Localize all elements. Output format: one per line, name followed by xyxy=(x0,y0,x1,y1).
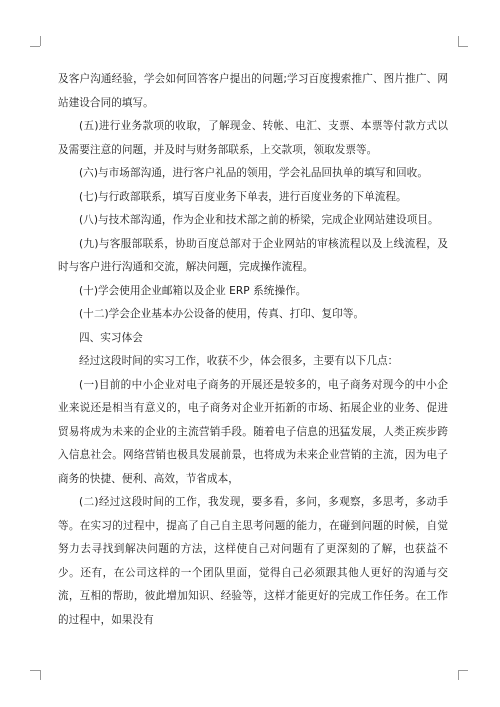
document-body xyxy=(58,68,448,632)
paragraph-6: (十)学会使用企业邮箱以及企业 ERP 系统操作。 xyxy=(79,284,307,297)
section-heading: 四、实习体会 xyxy=(79,331,143,344)
paragraph-4: (八)与技术部沟通，作为企业和技术部之前的桥梁，完成企业网站建设项目。 xyxy=(79,214,439,226)
crop-mark-top-left-v xyxy=(40,36,41,46)
crop-mark-bottom-left-v xyxy=(40,670,41,680)
paragraph-3: (七)与行政部联系，填写百度业务下单表，进行百度业务的下单流程。 xyxy=(79,190,407,203)
crop-mark-top-right-v xyxy=(458,36,459,46)
paragraph-9: 经过这段时间的实习工作，收获不少，体会很多，主要有以下几点： xyxy=(79,355,399,367)
crop-mark-top-left-h xyxy=(30,46,40,47)
paragraph-1: (五)进行业务款项的收取，了解现金、转帐、电汇、支票、本票等付款方式以及需要注意的问题，并及时与财务部联系，上交款项，领取发票等。 xyxy=(58,120,448,156)
crop-mark-bottom-left-h xyxy=(30,670,40,671)
crop-mark-top-right-h xyxy=(458,46,468,47)
crop-mark-bottom-right-h xyxy=(458,670,468,671)
paragraph-0: 及客户沟通经验，学会如何回答客户提出的问题;学习百度搜索推广、图片推广、网站建设合同的填写。 xyxy=(58,73,448,109)
paragraph-2: (六)与市场部沟通，进行客户礼品的领用，学会礼品回执单的填写和回收。 xyxy=(79,167,428,179)
paragraph-11: (二)经过这段时间的工作，我发现，要多看，多问，多观察，多思考，多动手等。在实习的过程中，提高了自己自主思考问题的能力，在碰到问题的时候，自觉努力去寻找到解决问题的方法，这样使自己对问题有了更深刻的了解，也获益不少。还有，在公司这样的一个团队里面，觉得自己必须跟其他人更好的沟通与交流，互相的帮助，彼此增加知识、经验等，这样才能更好的完成工作任务。在工作的过程中，如果没有 xyxy=(58,496,448,626)
paragraph-5: (九)与客服部联系，协助百度总部对于企业网站的审核流程以及上线流程，及时与客户进行沟通和交流，解决问题，完成操作流程。 xyxy=(58,237,448,273)
paragraph-10: (一)目前的中小企业对电子商务的开展还是较多的，电子商务对现今的中小企业来说还是相当有意义的，电子商务对企业开拓新的市场、拓展企业的业务、促进贸易将成为未来的企业的主流营销手段。随着电子信息的迅猛发展，人类正疾步跨入信息社会。网络营销也极具发展前景，也将成为未来企业营销的主流，因为电子商务的快捷、便利、高效，节省成本， xyxy=(58,378,448,485)
paragraph-7: (十二)学会企业基本办公设备的使用，传真、打印、复印等。 xyxy=(79,308,365,320)
crop-mark-bottom-right-v xyxy=(458,670,459,680)
